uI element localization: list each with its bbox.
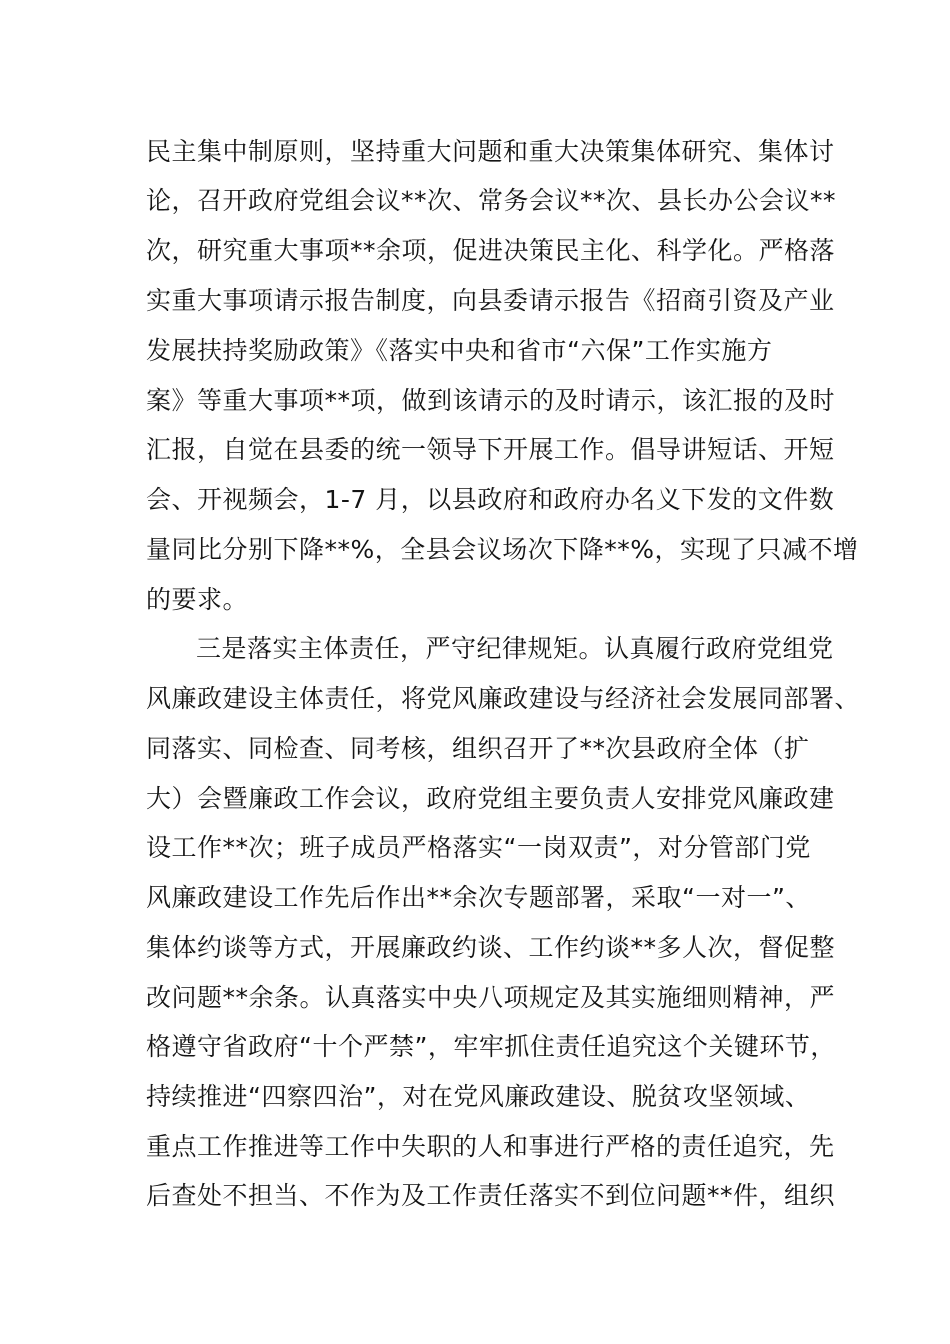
text-line: 风廉政建设工作先后作出**余次专题部署，采取“一对一”、 bbox=[146, 883, 811, 912]
text-line: 集体约谈等方式，开展廉政约谈、工作约谈**多人次，督促整 bbox=[146, 933, 836, 962]
text-line: 改问题**余条。认真落实中央八项规定及其实施细则精神，严 bbox=[146, 983, 836, 1012]
text-line: 重点工作推进等工作中失职的人和事进行严格的责任追究，先 bbox=[146, 1132, 835, 1161]
text-line: 次，研究重大事项**余项，促进决策民主化、科学化。严格落 bbox=[146, 236, 836, 265]
text-line: 持续推进“四察四治”，对在党风廉政建设、脱贫攻坚领域、 bbox=[146, 1082, 811, 1111]
text-line: 大）会暨廉政工作会议，政府党组主要负责人安排党风廉政建 bbox=[146, 784, 835, 813]
text-line: 设工作**次；班子成员严格落实“一岗双责”，对分管部门党 bbox=[146, 833, 811, 862]
text-line: 案》等重大事项**项，做到该请示的及时请示，该汇报的及时 bbox=[146, 386, 836, 415]
text-line: 后查处不担当、不作为及工作责任落实不到位问题**件，组织 bbox=[146, 1181, 836, 1210]
text-line: 会、开视频会，1-7 月，以县政府和政府办名义下发的文件数 bbox=[146, 485, 835, 514]
text-line: 量同比分别下降**%，全县会议场次下降**%，实现了只减不增 bbox=[146, 535, 859, 564]
text-line: 的要求。 bbox=[146, 585, 249, 614]
text-line: 民主集中制原则，坚持重大问题和重大决策集体研究、集体讨 bbox=[146, 137, 835, 166]
text-line: 论，召开政府党组会议**次、常务会议**次、县长办公会议** bbox=[146, 186, 837, 215]
text-line: 汇报，自觉在县委的统一领导下开展工作。倡导讲短话、开短 bbox=[146, 435, 835, 464]
text-line: 风廉政建设主体责任，将党风廉政建设与经济社会发展同部署、 bbox=[146, 684, 861, 713]
text-line: 发展扶持奖励政策》《落实中央和省市“六保”工作实施方 bbox=[146, 336, 773, 365]
paragraph-first-line: 三是落实主体责任，严守纪律规矩。认真履行政府党组党 bbox=[196, 634, 834, 663]
text-line: 实重大事项请示报告制度，向县委请示报告《招商引资及产业 bbox=[146, 286, 835, 315]
text-line: 同落实、同检查、同考核，组织召开了**次县政府全体（扩 bbox=[146, 734, 810, 763]
text-line: 格遵守省政府“十个严禁”，牢牢抓住责任追究这个关键环节， bbox=[146, 1032, 836, 1061]
